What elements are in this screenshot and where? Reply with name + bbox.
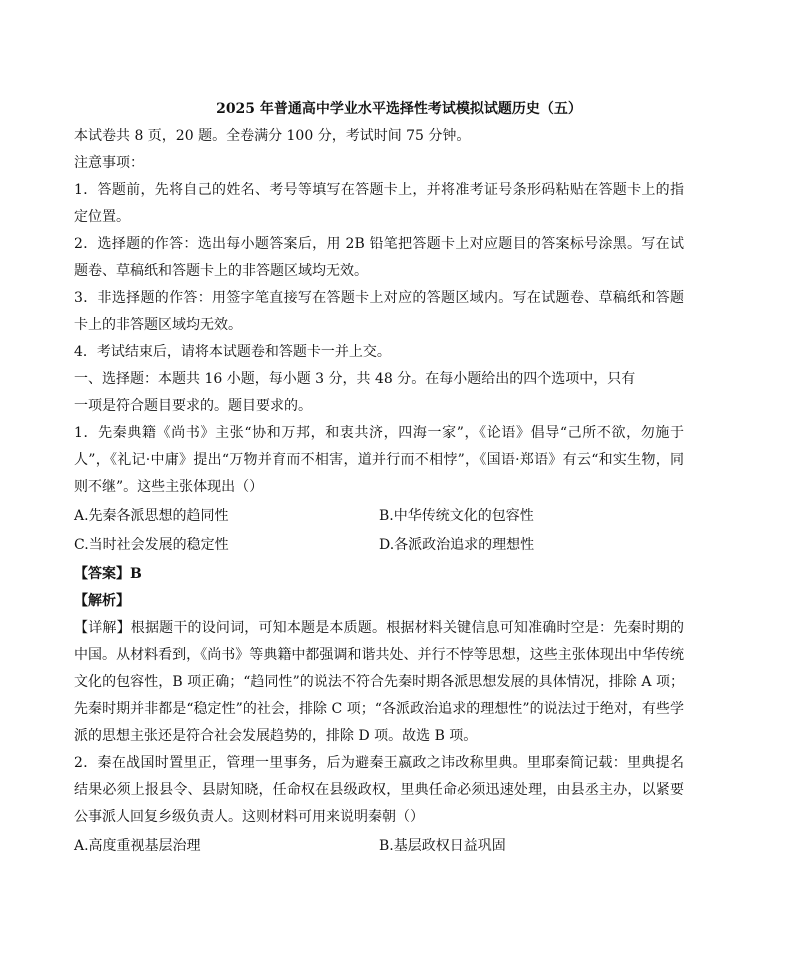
section-heading: 一、选择题：本题共 16 小题，每小题 3 分，共 48 分。在每小题给出的四个选项中，只有一项是符合题目要求的。题目要求的。	[74, 371, 636, 414]
analysis-label: 【解析】	[74, 593, 130, 609]
answer-label: 【答案】B	[74, 566, 142, 582]
detail-explanation: 【详解】根据题干的设问词，可知本题是本质题。根据材料关键信息可知准确时空是：先秦时期的中国。从材料看到，《尚书》等典籍中都强调和谐共处、并行不悖等思想，这些主张体现出中华传统文化的包容性，B 项正确；“趋同性”的说法不符合先秦时期各派思想发展的具体情况，排除 A 项；先秦时期并非都是“稳定性”的社会，排除 C 项；“各派政治追求的理想性”的说法过于绝对，有些学派的思想主张还是符合社会发展趋势的，排除 D 项。故选 B 项。	[74, 620, 684, 744]
notice-item-2: 2．选择题的作答：选出每小题答案后，用 2B 铅笔把答题卡上对应题目的答案标号涂黑。写在试题卷、草稿纸和答题卡上的非答题区域均无效。	[74, 236, 684, 279]
question-1-stem: 1．先秦典籍《尚书》主张“协和万邦，和衷共济，四海一家”，《论语》倡导“己所不欲，勿施于人”，《礼记·中庸》提出“万物并育而不相害，道并行而不相悖”，《国语·郑语》有云“和实生物，同则不继”。这些主张体现出（）	[74, 425, 684, 495]
option-a: A.先秦各派思想的趋同性	[74, 508, 229, 524]
option-b: B.基层政权日益巩固	[379, 838, 506, 854]
option-b: B.中华传统文化的包容性	[379, 508, 534, 524]
notice-item-4: 4．考试结束后，请将本试题卷和答题卡一并上交。	[74, 344, 391, 360]
option-d: D.各派政治追求的理想性	[379, 537, 535, 553]
question-1-options-row-2	[74, 532, 684, 559]
intro-text: 本试卷共 8 页，20 题。全卷满分 100 分，考试时间 75 分钟。	[74, 128, 471, 144]
question-2-stem: 2．秦在战国时置里正，管理一里事务，后为避秦王嬴政之讳改称里典。里耶秦简记载：里典提名结果必须上报县令、县尉知晓，任命权在县级政权，里典任命必须迅速处理，由县丞主办，以紧要公事派人回复乡级负责人。这则材料可用来说明秦朝（）	[74, 755, 684, 825]
option-a: A.高度重视基层治理	[74, 838, 201, 854]
question-2-options-row-1	[74, 833, 684, 860]
option-c: C.当时社会发展的稳定性	[74, 537, 229, 553]
exam-page	[74, 96, 684, 862]
question-1-options-row-1	[74, 503, 684, 530]
notice-heading: 注意事项：	[74, 155, 144, 171]
notice-item-3: 3．非选择题的作答：用签字笔直接写在答题卡上对应的答题区域内。写在试题卷、草稿纸和答题卡上的非答题区域均无效。	[74, 290, 684, 333]
notice-item-1: 1．答题前，先将自己的姓名、考号等填写在答题卡上，并将准考证号条形码粘贴在答题卡上的指定位置。	[74, 182, 684, 225]
page-title: 2025 年普通高中学业水平选择性考试模拟试题历史（五）	[216, 101, 582, 117]
